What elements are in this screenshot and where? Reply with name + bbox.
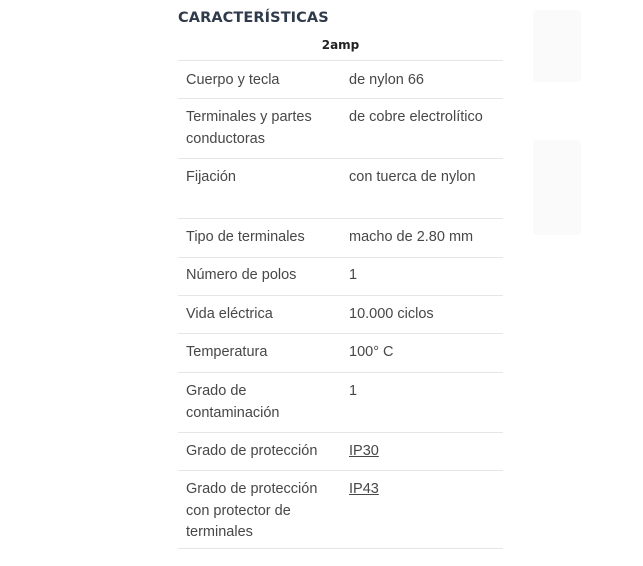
row-value: de nylon 66 xyxy=(349,72,424,88)
section-title: CARACTERÍSTICAS xyxy=(178,10,329,26)
row-label: Terminales y partes conductoras xyxy=(186,109,312,147)
row-label: Número de polos xyxy=(186,267,297,283)
table-row xyxy=(178,334,503,373)
table-row xyxy=(178,219,503,258)
table-row xyxy=(178,258,503,296)
table-row xyxy=(178,471,503,549)
table-row xyxy=(178,433,503,471)
row-value: de cobre electrolítico xyxy=(349,109,483,125)
row-label: Cuerpo y tecla xyxy=(186,72,280,88)
table-row xyxy=(178,99,503,159)
table-row xyxy=(178,159,503,219)
faint-background-image-bottom xyxy=(533,140,581,235)
row-value: 100° C xyxy=(349,344,394,360)
row-label: Tipo de terminales xyxy=(186,229,305,245)
table-caption: 2amp xyxy=(321,38,360,52)
specifications-table xyxy=(178,60,503,549)
table-row xyxy=(178,61,503,99)
row-label: Grado de contaminación xyxy=(186,383,280,421)
row-label: Vida eléctrica xyxy=(186,306,273,322)
row-value: 1 xyxy=(349,267,358,283)
table-row xyxy=(178,373,503,433)
ip30-link[interactable]: IP30 xyxy=(349,443,379,459)
row-label: Temperatura xyxy=(186,344,268,360)
table-row xyxy=(178,296,503,334)
row-label: Grado de protección xyxy=(186,443,318,459)
row-label: Fijación xyxy=(186,169,236,185)
row-label: Grado de protección con protector de terminales xyxy=(186,481,318,540)
row-value: 10.000 ciclos xyxy=(349,306,434,322)
faint-background-image-top xyxy=(533,10,581,82)
row-value: macho de 2.80 mm xyxy=(349,229,474,245)
row-value: 1 xyxy=(349,383,358,399)
row-value: con tuerca de nylon xyxy=(349,169,476,185)
ip43-link[interactable]: IP43 xyxy=(349,481,379,497)
